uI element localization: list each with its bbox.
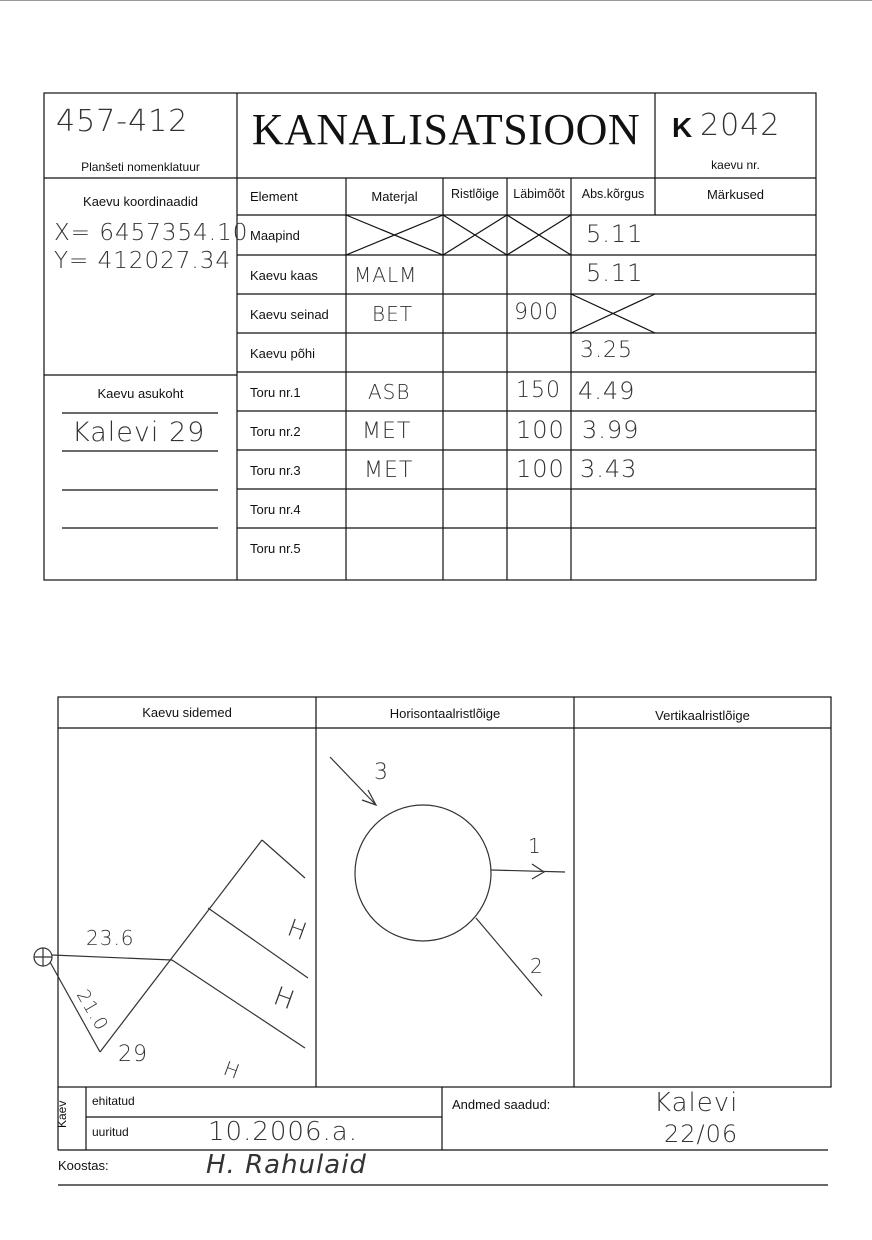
header-diameter: Läbimõõt: [513, 187, 565, 201]
header-element: Element: [250, 189, 298, 204]
coord-x: X= 6457354.10: [54, 220, 249, 246]
pipe-label-3: 3: [374, 760, 389, 785]
col-horizontal-section: Horisontaalristlõige: [389, 706, 501, 721]
cell-height: 4.49: [578, 377, 636, 405]
header-material: Materjal: [371, 189, 418, 204]
nomenclature-value: 457-412: [56, 104, 189, 139]
coord-y: Y= 412027.34: [54, 248, 232, 274]
location-label: Kaevu asukoht: [97, 386, 184, 401]
row-label: Maapind: [250, 228, 300, 243]
built-label: ehitatud: [92, 1094, 135, 1108]
data-from-value: Kalevi: [654, 1088, 739, 1118]
row-label: Kaevu kaas: [250, 268, 318, 283]
cell-height: 5.11: [586, 259, 644, 287]
sketch-h-mark: H: [269, 981, 300, 1017]
cell-diameter: 150: [516, 378, 561, 403]
cell-height: 5.11: [586, 220, 644, 248]
nomenclature-label: Planšeti nomenklatuur: [81, 160, 200, 174]
well-label: kaevu nr.: [711, 158, 760, 172]
inspected-label: uuritud: [92, 1125, 129, 1139]
header-cross-section: Ristlõige: [451, 187, 499, 201]
row-label: Toru nr.2: [250, 424, 301, 439]
row-label: Toru nr.5: [250, 541, 301, 556]
row-label: Kaevu seinad: [250, 307, 329, 322]
row-label: Toru nr.1: [250, 385, 301, 400]
data-from-label: Andmed saadud:: [452, 1097, 551, 1112]
cell-material: BET: [372, 302, 413, 326]
form-title: KANALISATSIOON: [251, 105, 641, 154]
cell-height: 3.25: [580, 338, 633, 363]
row-label: Kaevu põhi: [250, 346, 316, 361]
sketch-h-mark: H: [220, 1055, 244, 1085]
row-label: Toru nr.4: [250, 502, 301, 517]
col-connections: Kaevu sidemed: [142, 705, 232, 720]
cell-diameter: 900: [514, 300, 559, 325]
cell-material: ASB: [368, 380, 411, 404]
cell-material: MET: [364, 458, 414, 483]
pipe-label-1: 1: [528, 834, 542, 858]
kaev-label: Kaev: [55, 1100, 69, 1128]
well-prefix: K: [672, 112, 693, 143]
coords-label: Kaevu koordinaadid: [83, 194, 198, 209]
cell-diameter: 100: [516, 455, 565, 483]
location-value: Kalevi 29: [72, 417, 206, 448]
cell-material: MET: [362, 419, 412, 444]
data-from-date: 22/06: [664, 1120, 739, 1148]
header-notes: Märkused: [706, 187, 765, 202]
inspected-value: 10.2006.a.: [208, 1117, 358, 1147]
compiled-value: H. Rahulaid: [206, 1150, 367, 1180]
cell-height: 3.99: [582, 416, 640, 444]
cell-diameter: 100: [516, 416, 565, 444]
row-label: Toru nr.3: [250, 463, 301, 478]
sketch-h-mark: H: [283, 913, 312, 947]
sketch-house-number: 29: [118, 1042, 148, 1067]
cell-height: 3.43: [580, 455, 638, 483]
sketch-dist-a: 23.6: [86, 926, 135, 950]
well-number: 2042: [700, 108, 781, 143]
cell-material: MALM: [354, 263, 418, 287]
compiled-label: Koostas:: [58, 1158, 109, 1173]
pipe-label-2: 2: [530, 954, 544, 978]
sketch-dist-b: 21.0: [71, 986, 113, 1035]
header-abs-height: Abs.kõrgus: [581, 187, 645, 201]
col-vertical-section: Vertikaalristlõige: [655, 708, 750, 723]
